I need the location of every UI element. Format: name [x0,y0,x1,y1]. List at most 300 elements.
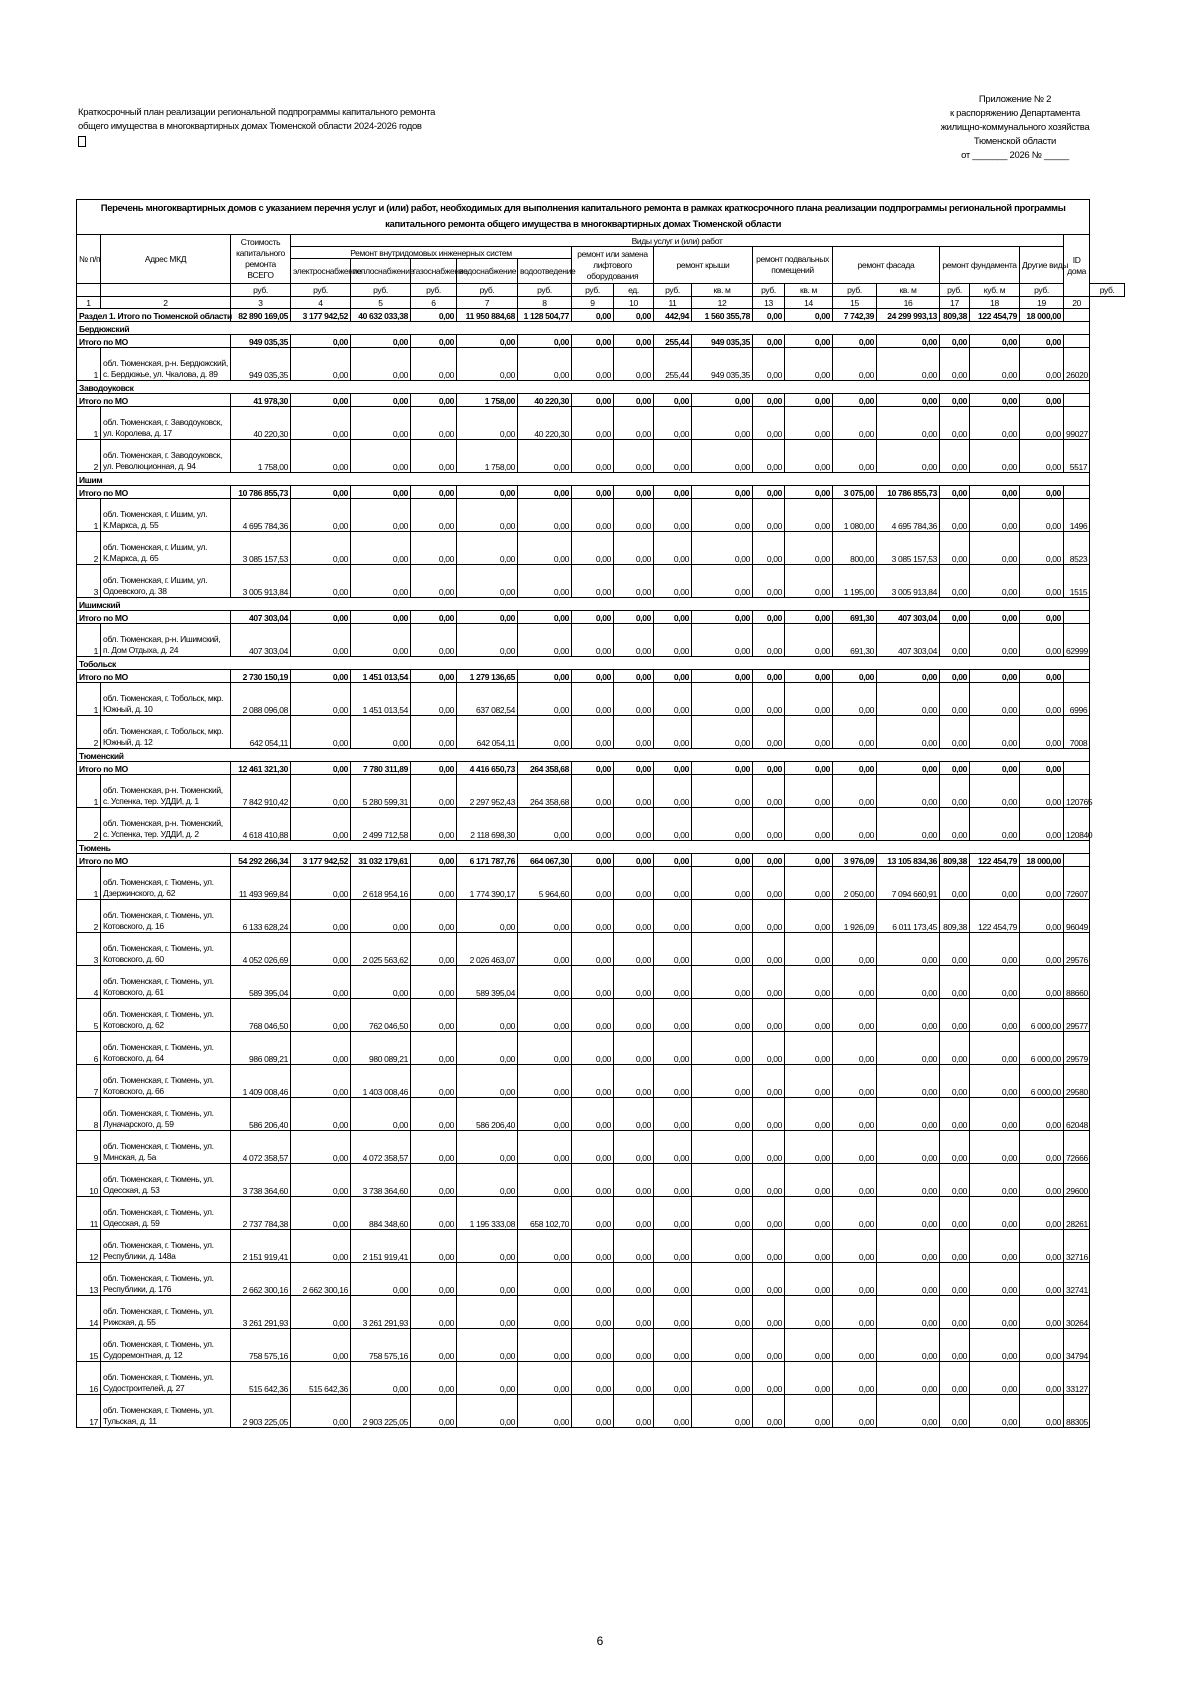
page-number: 6 [596,1634,604,1648]
total-value: 0,00 [518,611,572,624]
table-row [77,1131,1125,1164]
total-value: 0,00 [1020,762,1064,775]
address-cell: обл. Тюменская, г. Тюмень, ул. Луначарского, д. 59 [101,1098,231,1131]
address-cell: обл. Тюменская, г. Заводоуковск, ул. Революционная, д. 94 [101,440,231,473]
table-row [77,499,1125,532]
value-cell: 0,00 [692,440,753,473]
value-cell: 0,00 [572,808,614,841]
total-value [1064,309,1090,322]
value-cell: 264 358,68 [518,775,572,808]
value-cell: 2 618 954,16 [351,867,411,900]
total-value: 122 454,79 [970,309,1020,322]
value-cell: 0,00 [614,1329,654,1362]
value-cell: 0,00 [614,348,654,381]
house-id-cell: 5517 [1064,440,1090,473]
value-cell: 0,00 [833,1263,877,1296]
total-value: 0,00 [572,335,614,348]
address-cell: обл. Тюменская, г. Заводоуковск, ул. Королева, д. 17 [101,407,231,440]
col-roof-header: ремонт крыши [654,247,753,284]
total-value: 13 105 834,36 [877,854,940,867]
house-id-cell: 7008 [1064,716,1090,749]
value-cell: 0,00 [457,1395,518,1428]
value-cell: 0,00 [1020,624,1064,657]
value-cell: 0,00 [970,808,1020,841]
value-cell: 0,00 [654,808,692,841]
row-number: 1 [77,624,101,657]
value-cell: 0,00 [753,1230,785,1263]
value-cell: 0,00 [572,624,614,657]
value-cell: 0,00 [753,683,785,716]
house-id-cell: 72607 [1064,867,1090,900]
total-value: 10 786 855,73 [231,486,291,499]
municipality-total-row [77,486,1125,499]
value-cell: 0,00 [291,1296,351,1329]
value-cell: 0,00 [572,1263,614,1296]
value-cell: 0,00 [572,1197,614,1230]
row-number: 2 [77,532,101,565]
total-value: 0,00 [572,762,614,775]
value-cell: 0,00 [1020,808,1064,841]
value-cell: 0,00 [785,999,833,1032]
total-value: 0,00 [753,762,785,775]
row-number: 12 [77,1230,101,1263]
value-cell: 768 046,50 [231,999,291,1032]
value-cell: 0,00 [785,565,833,598]
value-cell: 0,00 [654,1098,692,1131]
value-cell: 0,00 [753,1263,785,1296]
value-cell: 0,00 [877,999,940,1032]
value-cell: 0,00 [518,1032,572,1065]
total-value: 0,00 [614,854,654,867]
value-cell: 2 737 784,38 [231,1197,291,1230]
value-cell: 0,00 [785,1197,833,1230]
total-value: 122 454,79 [970,854,1020,867]
address-cell: обл. Тюменская, г. Тюмень, ул. Котовского, д. 60 [101,933,231,966]
total-value: 1 451 013,54 [351,670,411,683]
address-cell: обл. Тюменская, г. Ишим, ул. К.Маркса, д. 55 [101,499,231,532]
column-number-cell: 16 [877,297,940,309]
value-cell: 0,00 [411,775,457,808]
value-cell: 0,00 [692,1296,753,1329]
total-value: 0,00 [411,309,457,322]
value-cell: 4 695 784,36 [231,499,291,532]
value-cell: 0,00 [572,1329,614,1362]
total-value: 0,00 [785,670,833,683]
row-number: 1 [77,775,101,808]
value-cell: 0,00 [654,900,692,933]
municipality-name: Тюменский [77,749,1090,762]
value-cell: 11 493 969,84 [231,867,291,900]
value-cell: 0,00 [692,407,753,440]
municipality-row [77,598,1125,611]
unit-cell: ед. [614,284,654,297]
total-label: Раздел 1. Итого по Тюменской области [77,309,231,322]
house-id-cell: 29576 [1064,933,1090,966]
value-cell: 0,00 [692,624,753,657]
value-cell: 0,00 [1020,966,1064,999]
value-cell: 6 000,00 [1020,1065,1064,1098]
value-cell: 0,00 [940,1164,970,1197]
value-cell: 0,00 [518,808,572,841]
value-cell: 0,00 [785,440,833,473]
value-cell: 0,00 [411,1164,457,1197]
table-row [77,900,1125,933]
value-cell: 0,00 [692,532,753,565]
total-value: 0,00 [877,394,940,407]
value-cell: 0,00 [833,999,877,1032]
header-right-line1: Приложение № 2 [978,94,1052,105]
value-cell: 5 280 599,31 [351,775,411,808]
value-cell: 0,00 [411,1098,457,1131]
total-value: 0,00 [572,309,614,322]
total-value [1064,762,1090,775]
value-cell: 0,00 [614,966,654,999]
municipality-total-row [77,670,1125,683]
value-cell: 0,00 [572,683,614,716]
value-cell: 0,00 [572,900,614,933]
value-cell: 0,00 [1020,1395,1064,1428]
value-cell: 0,00 [654,966,692,999]
value-cell: 0,00 [351,440,411,473]
value-cell: 637 082,54 [457,683,518,716]
value-cell: 2 151 919,41 [231,1230,291,1263]
municipality-name: Тюмень [77,841,1090,854]
value-cell: 0,00 [518,532,572,565]
value-cell: 0,00 [877,1131,940,1164]
total-value: 0,00 [877,762,940,775]
value-cell: 0,00 [614,999,654,1032]
value-cell: 0,00 [940,1395,970,1428]
value-cell: 0,00 [291,348,351,381]
value-cell: 0,00 [940,867,970,900]
total-value: 0,00 [518,335,572,348]
value-cell: 0,00 [518,440,572,473]
value-cell: 0,00 [654,999,692,1032]
value-cell: 0,00 [614,1032,654,1065]
header-right-line5: от _______ 2026 № _____ [961,150,1069,161]
value-cell: 0,00 [291,1197,351,1230]
total-value: 18 000,00 [1020,854,1064,867]
total-value: 0,00 [291,762,351,775]
table-row [77,1296,1125,1329]
unit-cell: руб. [1020,284,1064,297]
value-cell: 980 089,21 [351,1032,411,1065]
column-number-cell: 9 [572,297,614,309]
value-cell: 0,00 [572,348,614,381]
value-cell: 586 206,40 [231,1098,291,1131]
total-value: 809,38 [940,854,970,867]
value-cell: 0,00 [1020,348,1064,381]
address-cell: обл. Тюменская, р-н. Тюменский, с. Успенка, тер. УДДИ, д. 1 [101,775,231,808]
address-cell: обл. Тюменская, р-н. Бердюжский, с. Бердюжье, ул. Чкалова, д. 89 [101,348,231,381]
value-cell: 2 025 563,62 [351,933,411,966]
value-cell: 0,00 [411,1263,457,1296]
value-cell: 1 195 333,08 [457,1197,518,1230]
value-cell: 0,00 [940,1098,970,1131]
value-cell: 0,00 [457,1362,518,1395]
value-cell: 0,00 [970,1131,1020,1164]
value-cell: 0,00 [411,1329,457,1362]
value-cell: 0,00 [654,1296,692,1329]
value-cell: 0,00 [970,867,1020,900]
value-cell: 3 738 364,60 [231,1164,291,1197]
value-cell: 2 903 225,05 [351,1395,411,1428]
col-id-header: ID дома [1064,235,1090,297]
total-value: 0,00 [518,486,572,499]
table-row [77,808,1125,841]
value-cell: 0,00 [572,933,614,966]
value-cell: 2 118 698,30 [457,808,518,841]
value-cell: 0,00 [411,867,457,900]
value-cell: 0,00 [877,808,940,841]
total-value: 0,00 [411,854,457,867]
value-cell: 0,00 [291,624,351,657]
value-cell: 0,00 [411,499,457,532]
value-cell: 2 499 712,58 [351,808,411,841]
unit-cell: руб. [753,284,785,297]
value-cell: 0,00 [877,1197,940,1230]
row-number: 2 [77,900,101,933]
value-cell: 0,00 [785,1065,833,1098]
house-id-cell: 26020 [1064,348,1090,381]
value-cell: 0,00 [877,1362,940,1395]
value-cell: 0,00 [411,532,457,565]
value-cell: 3 261 291,93 [231,1296,291,1329]
value-cell: 0,00 [833,933,877,966]
value-cell: 3 005 913,84 [877,565,940,598]
address-cell: обл. Тюменская, г. Тюмень, ул. Котовского, д. 64 [101,1032,231,1065]
value-cell: 0,00 [291,499,351,532]
row-number: 2 [77,716,101,749]
col-basement-header: ремонт подвальных помещений [753,247,833,284]
total-value: 24 299 993,13 [877,309,940,322]
value-cell: 0,00 [291,532,351,565]
total-label: Итого по МО [77,854,231,867]
value-cell: 1 080,00 [833,499,877,532]
value-cell: 0,00 [940,1296,970,1329]
value-cell: 589 395,04 [457,966,518,999]
value-cell: 4 052 026,69 [231,933,291,966]
col-address-header: Адрес МКД [101,235,231,284]
address-cell: обл. Тюменская, р-н. Ишимский, п. Дом Отдыха, д. 24 [101,624,231,657]
value-cell: 0,00 [572,565,614,598]
table-row [77,683,1125,716]
value-cell: 0,00 [692,808,753,841]
total-value: 3 177 942,52 [291,854,351,867]
address-cell: обл. Тюменская, г. Тюмень, ул. Одесская, д. 53 [101,1164,231,1197]
value-cell: 0,00 [351,900,411,933]
value-cell: 0,00 [785,933,833,966]
value-cell: 0,00 [572,1362,614,1395]
value-cell: 0,00 [940,499,970,532]
value-cell: 407 303,04 [877,624,940,657]
table-title-row [77,200,1125,235]
value-cell: 0,00 [654,716,692,749]
value-cell: 0,00 [1020,1164,1064,1197]
value-cell: 4 695 784,36 [877,499,940,532]
total-value: 0,00 [614,670,654,683]
value-cell: 0,00 [692,900,753,933]
value-cell: 0,00 [753,624,785,657]
value-cell: 0,00 [654,1164,692,1197]
value-cell: 0,00 [518,966,572,999]
value-cell: 0,00 [785,1263,833,1296]
total-value: 7 780 311,89 [351,762,411,775]
repair-plan-table [76,199,1125,1428]
column-number-cell: 10 [614,297,654,309]
total-value: 0,00 [833,335,877,348]
value-cell: 0,00 [614,900,654,933]
value-cell: 0,00 [753,1362,785,1395]
value-cell: 0,00 [351,716,411,749]
unit-cell: руб. [833,284,877,297]
value-cell: 0,00 [1020,1098,1064,1131]
value-cell: 0,00 [518,624,572,657]
total-value: 0,00 [1020,486,1064,499]
total-value: 0,00 [753,854,785,867]
unit-cell: кв. м [785,284,833,297]
value-cell: 0,00 [614,1197,654,1230]
value-cell: 0,00 [785,1164,833,1197]
row-number: 15 [77,1329,101,1362]
total-value: 0,00 [785,486,833,499]
total-value: 1 128 504,77 [518,309,572,322]
value-cell: 0,00 [654,565,692,598]
value-cell: 0,00 [1020,1296,1064,1329]
total-value: 691,30 [833,611,877,624]
table-row [77,532,1125,565]
value-cell: 0,00 [692,1098,753,1131]
value-cell: 0,00 [940,999,970,1032]
value-cell: 0,00 [572,1032,614,1065]
value-cell: 0,00 [1020,565,1064,598]
total-value: 0,00 [970,670,1020,683]
total-value: 3 976,09 [833,854,877,867]
value-cell: 0,00 [614,1131,654,1164]
value-cell: 0,00 [518,1131,572,1164]
column-number-cell: 5 [351,297,411,309]
municipality-total-row [77,854,1125,867]
value-cell: 0,00 [457,1263,518,1296]
total-value: 0,00 [877,335,940,348]
value-cell: 0,00 [1020,1230,1064,1263]
house-id-cell: 96049 [1064,900,1090,933]
value-cell: 0,00 [654,1197,692,1230]
table-row [77,348,1125,381]
value-cell: 0,00 [572,999,614,1032]
value-cell: 0,00 [291,966,351,999]
table-row [77,1098,1125,1131]
col-water-header: водоснабжение [457,259,518,284]
value-cell: 0,00 [785,348,833,381]
value-cell: 0,00 [351,565,411,598]
value-cell: 0,00 [970,1032,1020,1065]
value-cell: 0,00 [518,565,572,598]
total-value: 0,00 [518,670,572,683]
value-cell: 0,00 [411,1362,457,1395]
value-cell: 0,00 [753,1395,785,1428]
total-value: 0,00 [411,394,457,407]
value-cell: 0,00 [654,1131,692,1164]
total-value: 0,00 [970,394,1020,407]
value-cell: 762 046,50 [351,999,411,1032]
value-cell: 0,00 [654,1395,692,1428]
value-cell: 0,00 [833,1065,877,1098]
col-gas-header: газоснабжение [411,259,457,284]
total-value: 264 358,68 [518,762,572,775]
house-id-cell: 29577 [1064,999,1090,1032]
value-cell: 0,00 [970,1362,1020,1395]
value-cell: 0,00 [457,1296,518,1329]
total-value: 0,00 [970,762,1020,775]
value-cell: 2 088 096,08 [231,683,291,716]
value-cell: 0,00 [753,1296,785,1329]
column-number-cell: 7 [457,297,518,309]
value-cell: 0,00 [970,1263,1020,1296]
value-cell: 0,00 [614,1296,654,1329]
value-cell: 0,00 [785,1395,833,1428]
value-cell: 0,00 [940,683,970,716]
row-number: 6 [77,1032,101,1065]
total-value: 0,00 [572,611,614,624]
value-cell: 0,00 [970,440,1020,473]
value-cell: 0,00 [940,1329,970,1362]
value-cell: 0,00 [692,867,753,900]
total-value: 0,00 [785,611,833,624]
house-id-cell: 1496 [1064,499,1090,532]
value-cell: 0,00 [785,1131,833,1164]
row-number: 10 [77,1164,101,1197]
value-cell: 0,00 [411,407,457,440]
value-cell: 0,00 [970,966,1020,999]
value-cell: 0,00 [291,999,351,1032]
value-cell: 0,00 [970,999,1020,1032]
total-value: 0,00 [785,762,833,775]
house-id-cell: 30264 [1064,1296,1090,1329]
total-value: 0,00 [572,486,614,499]
value-cell: 0,00 [785,683,833,716]
value-cell: 515 642,36 [231,1362,291,1395]
total-value: 664 067,30 [518,854,572,867]
value-cell: 0,00 [785,624,833,657]
total-value: 0,00 [692,394,753,407]
value-cell: 0,00 [291,775,351,808]
municipality-name: Заводоуковск [77,381,1090,394]
value-cell: 0,00 [940,933,970,966]
house-id-cell: 8523 [1064,532,1090,565]
col-lift-header: ремонт или замена лифтового оборудования [572,247,654,284]
value-cell: 0,00 [753,1329,785,1362]
value-cell: 0,00 [654,499,692,532]
column-number-cell: 3 [231,297,291,309]
value-cell: 0,00 [291,900,351,933]
unit-cell: руб. [291,284,351,297]
value-cell: 0,00 [833,1164,877,1197]
unit-cell: руб. [518,284,572,297]
value-cell: 0,00 [877,348,940,381]
total-value: 0,00 [970,611,1020,624]
row-number: 5 [77,999,101,1032]
value-cell: 0,00 [457,565,518,598]
value-cell: 0,00 [1020,1197,1064,1230]
row-number: 9 [77,1131,101,1164]
value-cell: 0,00 [654,1263,692,1296]
value-cell: 3 085 157,53 [877,532,940,565]
value-cell: 0,00 [785,900,833,933]
total-value: 0,00 [753,394,785,407]
total-value: 10 786 855,73 [877,486,940,499]
total-value: 0,00 [572,670,614,683]
